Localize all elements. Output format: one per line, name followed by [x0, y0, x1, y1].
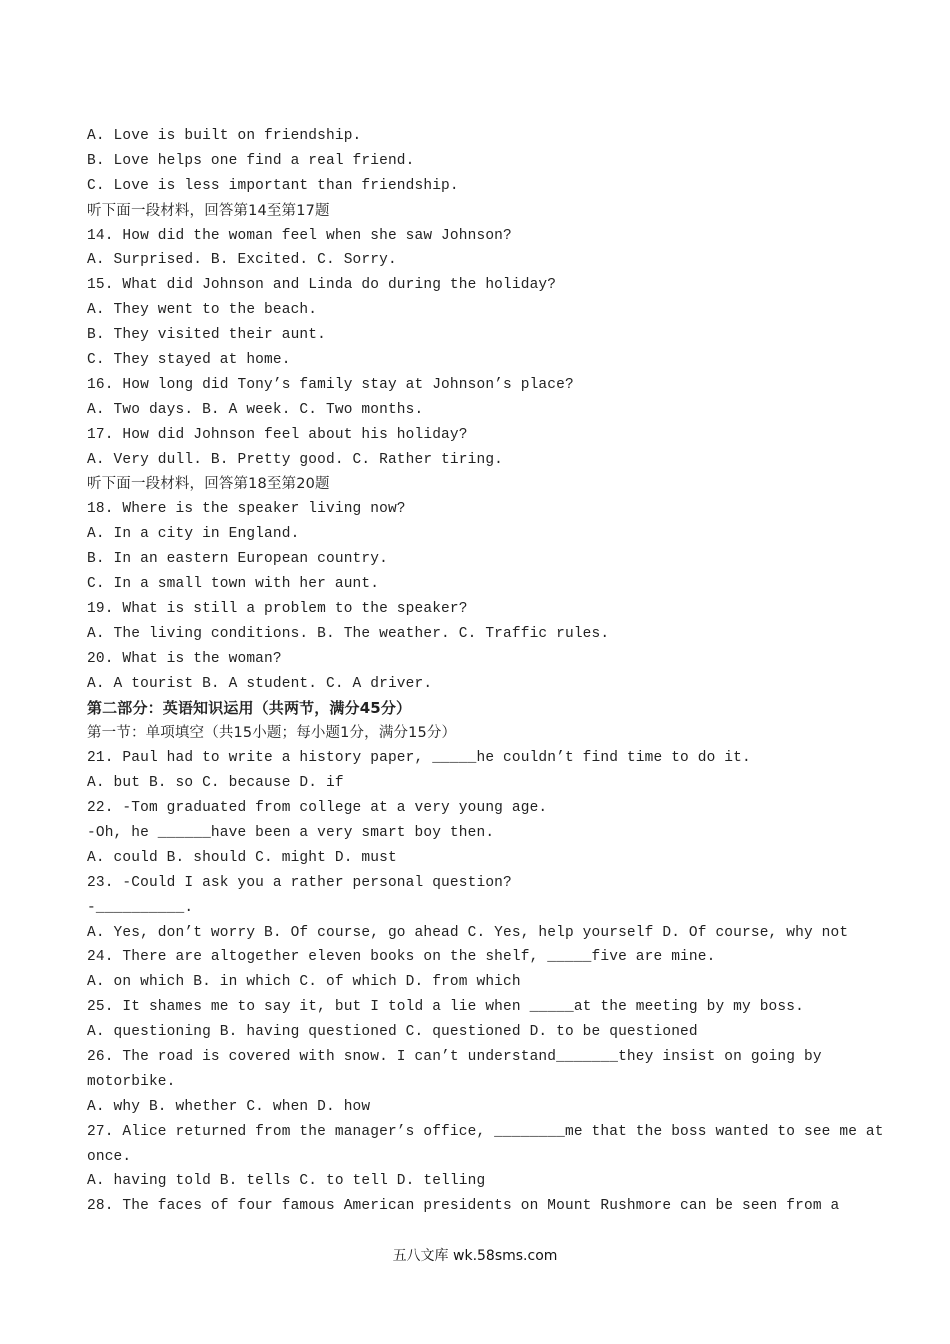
text-line: A. but B. so C. because D. if [87, 775, 344, 792]
section-instruction: 听下面一段材料，回答第18至第20题 [87, 476, 330, 493]
text-line: 27. Alice returned from the manager’s office, ________me that the boss wanted to see me at [87, 1123, 884, 1140]
text-line: 19. What is still a problem to the speaker? [87, 600, 468, 617]
text-line: A. Surprised. B. Excited. C. Sorry. [87, 252, 397, 269]
section-heading: 第二部分：英语知识运用（共两节，满分45分） [87, 699, 412, 718]
text-line: once. [87, 1148, 132, 1165]
text-line: A. on which B. in which C. of which D. from which [87, 974, 521, 991]
text-line: A. A tourist B. A student. C. A driver. [87, 675, 433, 692]
text-line: 24. There are altogether eleven books on the shelf, _____five are mine. [87, 949, 716, 966]
text-line: 25. It shames me to say it, but I told a lie when _____at the meeting by my boss. [87, 999, 804, 1016]
text-line: B. Love helps one find a real friend. [87, 152, 415, 169]
text-line: 22. -Tom graduated from college at a very young age. [87, 800, 548, 817]
text-line: A. Love is built on friendship. [87, 128, 362, 144]
text-line: C. In a small town with her aunt. [87, 576, 380, 593]
text-line: 21. Paul had to write a history paper, _____he couldn’t find time to do it. [87, 750, 751, 767]
text-line: 20. What is the woman? [87, 650, 282, 667]
section-instruction: 第一节：单项填空（共15小题；每小题1分，满分15分） [87, 725, 457, 742]
text-line: C. They stayed at home. [87, 352, 291, 369]
text-line: A. The living conditions. B. The weather. C. Traffic rules. [87, 625, 610, 642]
text-line: B. In an eastern European country. [87, 551, 388, 568]
text-line: A. They went to the beach. [87, 302, 318, 319]
text-line: A. Yes, don’t worry B. Of course, go ahead C. Yes, help yourself D. Of course, why not [87, 924, 849, 941]
document-body [87, 124, 884, 1219]
text-line: 26. The road is covered with snow. I can’t understand_______they insist on going by [87, 1048, 822, 1065]
text-line: 15. What did Johnson and Linda do during the holiday? [87, 277, 557, 294]
text-line: 14. How did the woman feel when she saw Johnson? [87, 227, 512, 244]
text-line: C. Love is less important than friendship. [87, 177, 459, 194]
page-footer: 五八文库 wk.58sms.com [392, 1248, 558, 1264]
text-line: A. having told B. tells C. to tell D. telling [87, 1173, 486, 1190]
text-line: 17. How did Johnson feel about his holiday? [87, 426, 468, 443]
text-line: 18. Where is the speaker living now? [87, 501, 406, 518]
text-line: 23. -Could I ask you a rather personal question? [87, 874, 512, 891]
text-line: 28. The faces of four famous American presidents on Mount Rushmore can be seen from a [87, 1198, 840, 1215]
text-line: motorbike. [87, 1073, 176, 1090]
text-line: -Oh, he ______have been a very smart boy then. [87, 824, 495, 841]
text-line: A. In a city in England. [87, 526, 300, 543]
text-line: 16. How long did Tony’s family stay at Johnson’s place? [87, 376, 574, 393]
text-line: -__________. [87, 899, 194, 916]
text-line: A. questioning B. having questioned C. questioned D. to be questioned [87, 1024, 698, 1041]
text-line: A. Two days. B. A week. C. Two months. [87, 401, 424, 418]
text-line: A. why B. whether C. when D. how [87, 1098, 371, 1115]
text-line: A. could B. should C. might D. must [87, 849, 397, 866]
text-line: A. Very dull. B. Pretty good. C. Rather tiring. [87, 451, 504, 468]
section-instruction: 听下面一段材料，回答第14至第17题 [87, 202, 330, 219]
text-line: B. They visited their aunt. [87, 327, 326, 344]
